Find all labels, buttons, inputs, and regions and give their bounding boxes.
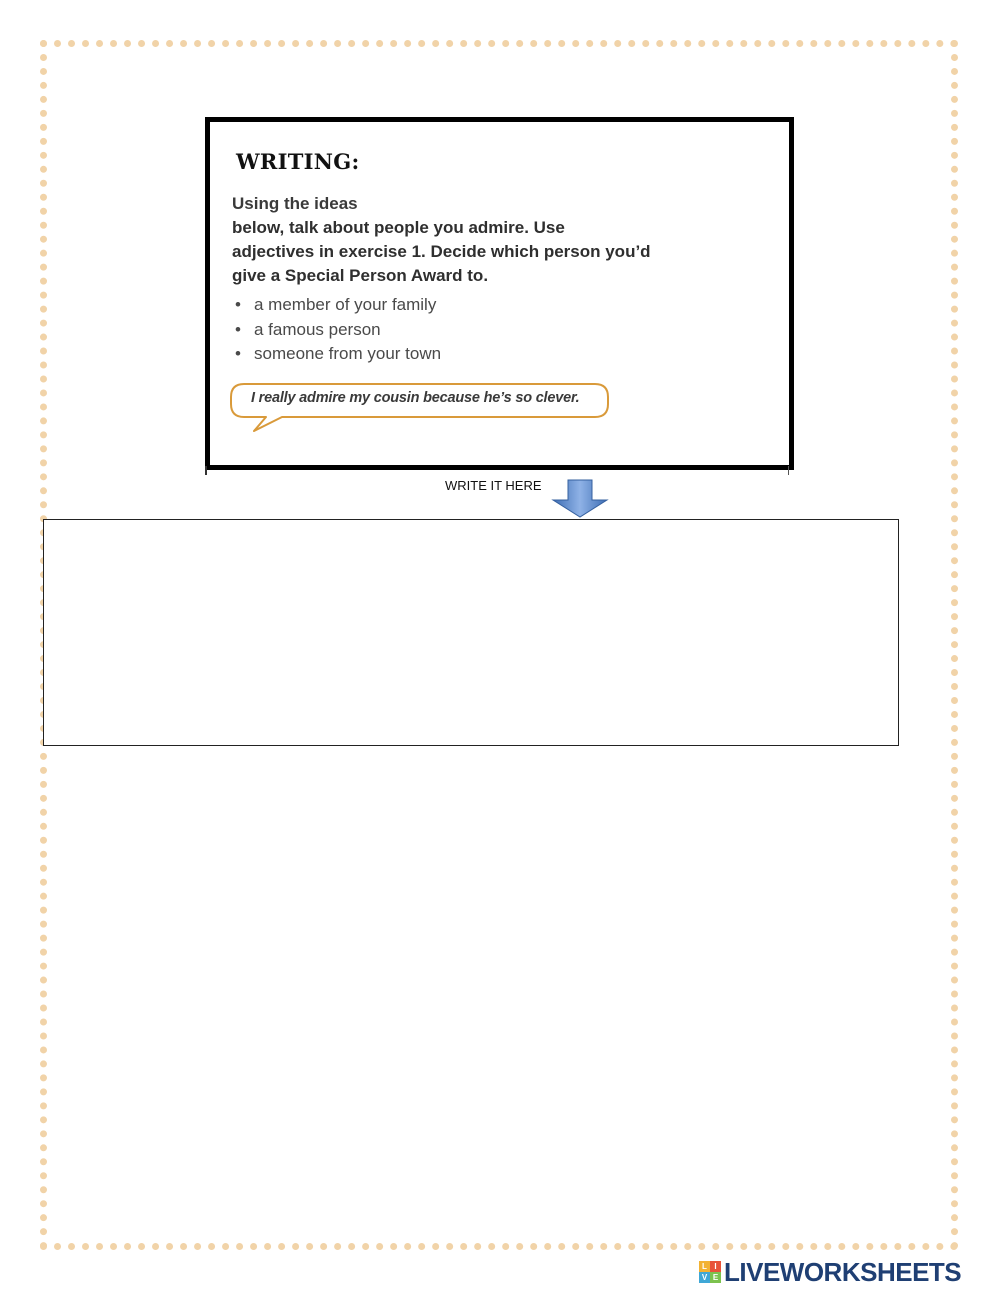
list-item [232,342,441,367]
list-item [232,293,441,318]
liveworksheets-logo-icon [699,1261,721,1283]
answer-box[interactable] [43,519,899,746]
task-image-box [205,117,794,470]
bullet-icon: • [235,344,241,363]
bullet-icon: • [235,319,241,339]
list-item-label: a member of your family [254,295,437,314]
image-edge-mark [788,466,789,475]
bullet-icon: • [235,295,241,314]
idea-list [232,293,441,367]
task-instructions [232,192,752,288]
list-item-label: a famous person [254,319,381,339]
logo-letter: V [699,1272,710,1283]
speech-bubble [230,383,610,445]
logo-letter: I [710,1261,721,1272]
liveworksheets-brand[interactable] [699,1258,961,1286]
instruction-line: adjectives in exercise 1. Decide which person you’d [232,242,651,261]
instruction-line: Using the ideas [232,194,358,213]
image-edge-mark [205,466,207,475]
list-item [232,318,441,343]
answer-field[interactable] [44,520,898,745]
task-title: WRITING: [236,149,360,174]
brand-name: LIVEWORKSHEETS [724,1256,962,1287]
list-item-label: someone from your town [254,344,442,363]
instruction-line: below, talk about people you admire. Use [232,218,565,237]
instruction-line: give a Special Person Award to. [232,266,489,285]
write-here-label: WRITE IT HERE [445,478,542,493]
speech-bubble-text: I really admire my cousin because he’s so clever. [251,390,580,406]
down-arrow-icon [551,478,609,520]
logo-letter: E [710,1272,721,1283]
logo-letter: L [699,1261,710,1272]
